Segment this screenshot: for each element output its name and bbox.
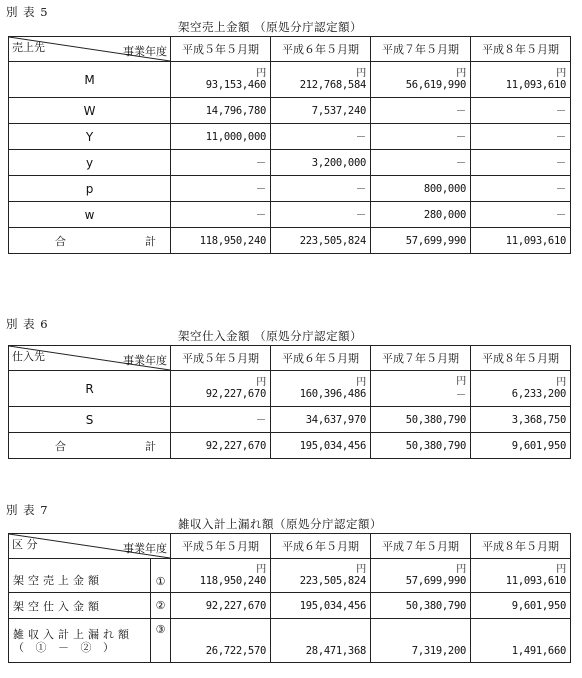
unit: 円	[256, 564, 266, 575]
cell: －	[271, 176, 371, 202]
cell: 円 93,153,460	[171, 62, 271, 98]
cell: －	[471, 202, 571, 228]
cell: －	[371, 150, 471, 176]
table7	[8, 533, 571, 663]
table5-corner	[9, 37, 171, 62]
row-mark: ③	[151, 619, 171, 663]
total-label	[9, 433, 171, 459]
cell: 円 57,699,990	[371, 559, 471, 593]
total-label	[9, 228, 171, 254]
table7-corner-right: 事業年度	[123, 542, 167, 555]
table5-header: 平成８年５月期	[471, 37, 571, 62]
table6-corner-left: 仕入先	[12, 350, 45, 363]
table-row	[9, 62, 571, 98]
unit: 円	[556, 377, 566, 388]
table7-title: 雑収入計上漏れ額（原処分庁認定額）	[178, 517, 382, 531]
cell: 3,368,750	[471, 407, 571, 433]
table-row	[9, 98, 571, 124]
table-row	[9, 593, 571, 619]
table-total-row	[9, 228, 571, 254]
table6-corner	[9, 346, 171, 371]
table5-header: 平成５年５月期	[171, 37, 271, 62]
row-name	[9, 619, 151, 663]
cell: 9,601,950	[471, 433, 571, 459]
row-name: W	[9, 98, 171, 124]
cell: 円 160,396,486	[271, 371, 371, 407]
cell: 円 92,227,670	[171, 371, 271, 407]
row-name: 架空売上金額	[9, 559, 151, 593]
cell: 280,000	[371, 202, 471, 228]
cell: 92,227,670	[171, 433, 271, 459]
table-row	[9, 124, 571, 150]
cell: 円 11,093,610	[471, 62, 571, 98]
cell: 34,637,970	[271, 407, 371, 433]
cell: 11,093,610	[471, 228, 571, 254]
table7-label: 別 表 7	[6, 503, 49, 517]
row-mark: ②	[151, 593, 171, 619]
cell: －	[171, 176, 271, 202]
table7-corner	[9, 534, 171, 559]
table6-header: 平成５年５月期	[171, 346, 271, 371]
unit: 円	[456, 564, 466, 575]
unit: 円	[356, 68, 366, 79]
table-row	[9, 176, 571, 202]
table5-header: 平成７年５月期	[371, 37, 471, 62]
cell: 円 6,233,200	[471, 371, 571, 407]
unit: 円	[556, 68, 566, 79]
unit: 円	[356, 564, 366, 575]
cell: －	[271, 202, 371, 228]
unit: 円	[456, 68, 466, 79]
unit: 円	[456, 375, 466, 387]
total-left: 合	[55, 439, 66, 453]
cell: 9,601,950	[471, 593, 571, 619]
table-row	[9, 619, 571, 663]
unit: 円	[256, 377, 266, 388]
unit: 円	[356, 377, 366, 388]
cell: 1,491,660	[471, 619, 571, 663]
cell: 円 56,619,990	[371, 62, 471, 98]
row-name: Y	[9, 124, 171, 150]
cell: 円 －	[371, 371, 471, 407]
cell: 円 212,768,584	[271, 62, 371, 98]
cell: －	[471, 150, 571, 176]
cell: 223,505,824	[271, 228, 371, 254]
cell: －	[171, 202, 271, 228]
table7-header: 平成５年５月期	[171, 534, 271, 559]
cell: 50,380,790	[371, 407, 471, 433]
table6-header: 平成７年５月期	[371, 346, 471, 371]
row-name: 架空仕入金額	[9, 593, 151, 619]
table7-header: 平成７年５月期	[371, 534, 471, 559]
total-right: 計	[145, 234, 156, 248]
table-row	[9, 559, 571, 593]
cell: －	[471, 98, 571, 124]
table-row	[9, 202, 571, 228]
cell: 92,227,670	[171, 593, 271, 619]
cell: 195,034,456	[271, 433, 371, 459]
row-name-line2: （ ① － ② ）	[13, 640, 118, 654]
cell: 11,000,000	[171, 124, 271, 150]
row-name-line1: 雑収入計上漏れ額	[13, 627, 133, 641]
row-name: M	[9, 62, 171, 98]
table-row	[9, 150, 571, 176]
table7-corner-left: 区 分	[12, 538, 38, 551]
table6-corner-right: 事業年度	[123, 354, 167, 367]
table6-header: 平成６年５月期	[271, 346, 371, 371]
cell: 26,722,570	[171, 619, 271, 663]
cell: 50,380,790	[371, 593, 471, 619]
cell: 118,950,240	[171, 228, 271, 254]
table-row	[9, 407, 571, 433]
row-mark: ①	[151, 559, 171, 593]
cell: －	[171, 407, 271, 433]
cell: －	[171, 150, 271, 176]
cell: －	[371, 124, 471, 150]
table-total-row	[9, 433, 571, 459]
unit: 円	[556, 564, 566, 575]
row-name: y	[9, 150, 171, 176]
cell: 28,471,368	[271, 619, 371, 663]
cell: －	[371, 98, 471, 124]
cell: 7,319,200	[371, 619, 471, 663]
row-name: S	[9, 407, 171, 433]
table-row	[9, 371, 571, 407]
table6-label: 別 表 6	[6, 317, 49, 331]
row-name: p	[9, 176, 171, 202]
total-left: 合	[55, 234, 66, 248]
table7-header: 平成８年５月期	[471, 534, 571, 559]
total-right: 計	[145, 439, 156, 453]
cell: －	[271, 124, 371, 150]
table5-title: 架空売上金額 （原処分庁認定額）	[178, 20, 363, 34]
row-name: w	[9, 202, 171, 228]
table6-title: 架空仕入金額 （原処分庁認定額）	[178, 329, 363, 343]
cell: －	[471, 124, 571, 150]
cell: 57,699,990	[371, 228, 471, 254]
cell: 14,796,780	[171, 98, 271, 124]
table6-header: 平成８年５月期	[471, 346, 571, 371]
cell: 50,380,790	[371, 433, 471, 459]
table5-corner-right: 事業年度	[123, 45, 167, 58]
cell: 円 118,950,240	[171, 559, 271, 593]
table5	[8, 36, 571, 254]
table6	[8, 345, 571, 459]
table5-header: 平成６年５月期	[271, 37, 371, 62]
row-name: R	[9, 371, 171, 407]
table5-label: 別 表 5	[6, 5, 49, 19]
table7-header: 平成６年５月期	[271, 534, 371, 559]
cell: 7,537,240	[271, 98, 371, 124]
unit: 円	[256, 68, 266, 79]
cell: 195,034,456	[271, 593, 371, 619]
cell: －	[471, 176, 571, 202]
table5-corner-left: 売上先	[12, 41, 45, 54]
cell: 円 11,093,610	[471, 559, 571, 593]
cell: 3,200,000	[271, 150, 371, 176]
cell: 円 223,505,824	[271, 559, 371, 593]
cell: 800,000	[371, 176, 471, 202]
